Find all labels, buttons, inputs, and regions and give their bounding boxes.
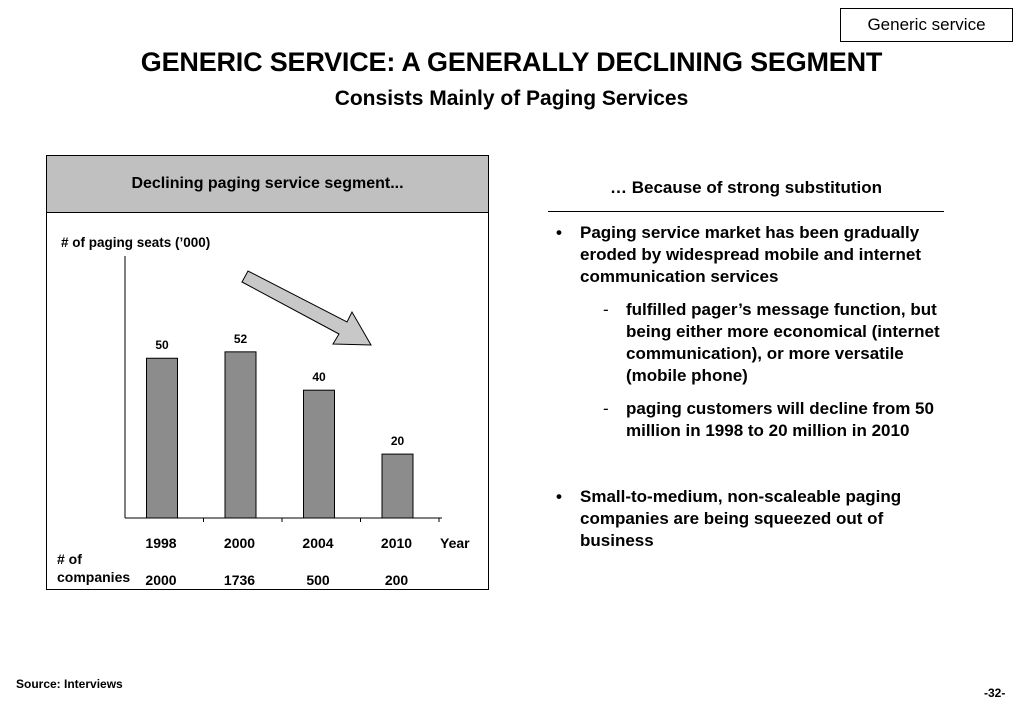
substitution-divider	[548, 211, 944, 212]
companies-label-line1: # of	[57, 551, 82, 567]
bullet-text: Paging service market has been gradually eroded by widespread mobile and internet communication services	[580, 223, 922, 286]
data-label-2010: 20	[390, 434, 405, 449]
page-number: -32-	[984, 686, 1006, 700]
sub-bullet-text: fulfilled pager’s message function, but being either more economical (internet communication), or more versatile (mobile phone)	[626, 300, 940, 385]
page-subtitle: Consists Mainly of Paging Services	[334, 87, 689, 110]
substitution-bullets	[556, 222, 956, 552]
bullet-text: Small-to-medium, non-scaleable paging companies are being squeezed out of business	[580, 487, 902, 550]
companies-value-1998: 2000	[145, 572, 177, 588]
y-axis-label: # of paging seats (’000)	[61, 235, 211, 250]
sub-bullet-item	[556, 398, 956, 442]
source-note: Source: Interviews	[16, 677, 123, 691]
bullet-marker: •	[556, 487, 562, 506]
bullet-marker: •	[556, 223, 562, 242]
x-tick-label-2010: 2010	[380, 535, 413, 551]
companies-value-2004: 500	[306, 572, 330, 588]
x-tick-label-1998: 1998	[145, 535, 177, 551]
x-tick-label-2004: 2004	[302, 535, 334, 551]
bullet-item	[556, 486, 956, 552]
data-label-2000: 52	[233, 331, 248, 346]
bullet-item	[556, 222, 956, 288]
x-axis-label: Year	[440, 535, 470, 551]
chart-panel-header: Declining paging service segment...	[47, 156, 488, 213]
data-label-2004: 40	[312, 370, 326, 385]
chart-panel	[46, 155, 489, 590]
sub-bullet-marker: -	[603, 300, 609, 319]
data-label-1998: 50	[155, 338, 169, 353]
x-tick-label-2000: 2000	[223, 535, 256, 551]
sub-bullet-text: paging customers will decline from 50 million in 1998 to 20 million in 2010	[626, 399, 934, 440]
substitution-header: … Because of strong substitution	[609, 178, 883, 197]
bar-2004	[304, 390, 335, 518]
bar-2010	[382, 454, 413, 518]
trend-arrow	[242, 271, 371, 345]
sub-bullet-marker: -	[603, 399, 609, 418]
bar-2000	[225, 352, 256, 518]
sub-bullet-item	[556, 299, 956, 387]
section-tag: Generic service	[840, 8, 1013, 42]
companies-label-line2: companies	[57, 569, 131, 585]
companies-value-2010: 200	[384, 572, 409, 588]
bar-chart	[47, 156, 488, 589]
companies-value-2000: 1736	[223, 572, 256, 588]
page-title: GENERIC SERVICE: A GENERALLY DECLINING SEGMENT	[140, 47, 883, 77]
bar-1998	[147, 358, 178, 518]
